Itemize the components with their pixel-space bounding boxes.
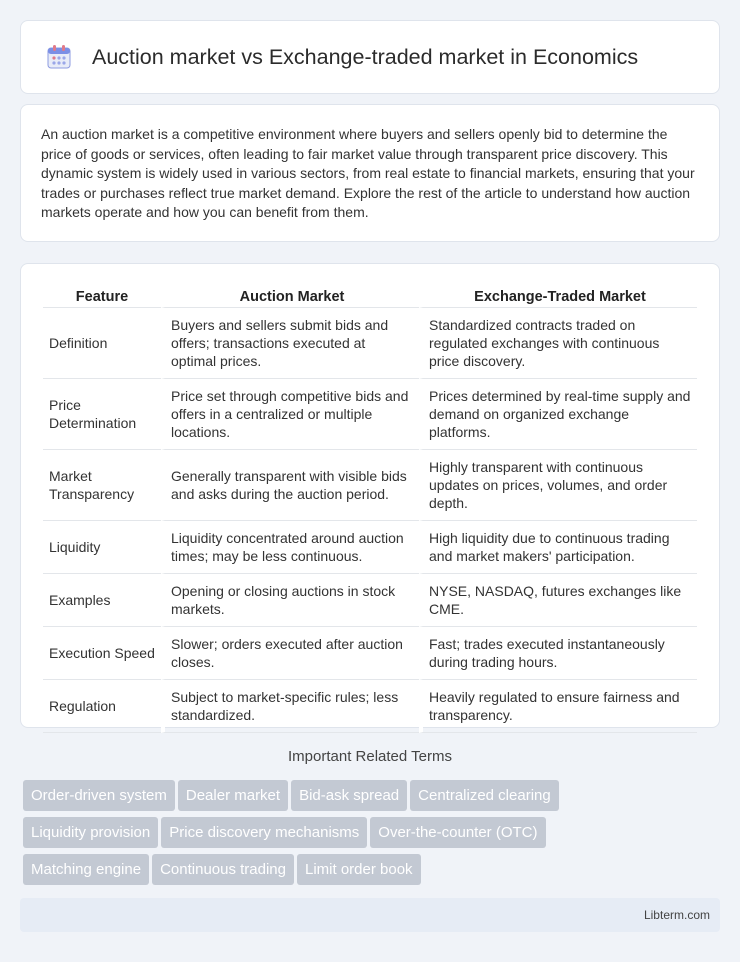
table-row (43, 450, 697, 521)
header-feature: Feature (43, 284, 161, 308)
intro-paragraph: An auction market is a competitive environment where buyers and sellers openly bid to determine the price of goods or services, often leading to fair market value through transparent price discovery. This dynamic system is widely used in various sectors, from real estate to financial markets, ensuring that your trades or purchases reflect true market demand. Explore the rest of the article to understand how auction markets operate and how you can benefit from them. (41, 126, 695, 221)
exchange-cell: NYSE, NASDAQ, futures exchanges like CME. (419, 574, 697, 627)
footer (20, 898, 720, 932)
related-term-tag[interactable]: Centralized clearing (410, 780, 559, 811)
feature-cell: Execution Speed (43, 627, 161, 680)
header-exchange-traded-market: Exchange-Traded Market (419, 284, 697, 308)
header-card (20, 20, 720, 94)
table-row (43, 521, 697, 574)
table-row (43, 680, 697, 733)
table-row (43, 574, 697, 627)
table-header-row (43, 284, 697, 308)
feature-cell: Definition (43, 308, 161, 379)
related-terms-list (23, 780, 723, 891)
auction-cell: Price set through competitive bids and offers in a centralized or multiple locations. (161, 379, 419, 450)
related-term-tag[interactable]: Continuous trading (152, 854, 294, 885)
auction-cell: Buyers and sellers submit bids and offers; transactions executed at optimal prices. (161, 308, 419, 379)
related-term-tag[interactable]: Price discovery mechanisms (161, 817, 367, 848)
related-term-tag[interactable]: Liquidity provision (23, 817, 158, 848)
feature-cell: Examples (43, 574, 161, 627)
exchange-cell: Highly transparent with continuous updates on prices, volumes, and order depth. (419, 450, 697, 521)
feature-cell: Regulation (43, 680, 161, 733)
related-term-tag[interactable]: Bid-ask spread (291, 780, 407, 811)
exchange-cell: Heavily regulated to ensure fairness and transparency. (419, 680, 697, 733)
auction-cell: Slower; orders executed after auction closes. (161, 627, 419, 680)
related-terms-title: Important Related Terms (288, 748, 452, 765)
related-term-tag[interactable]: Order-driven system (23, 780, 175, 811)
related-term-tag[interactable]: Matching engine (23, 854, 149, 885)
footer-site-link[interactable]: Libterm.com (643, 908, 710, 922)
auction-cell: Liquidity concentrated around auction times; may be less continuous. (161, 521, 419, 574)
table-row (43, 627, 697, 680)
intro-card (20, 104, 720, 242)
comparison-table-card (20, 263, 720, 728)
calendar-icon (46, 44, 72, 70)
related-term-tag[interactable]: Over-the-counter (OTC) (370, 817, 545, 848)
exchange-cell: Prices determined by real-time supply and demand on organized exchange platforms. (419, 379, 697, 450)
feature-cell: Market Transparency (43, 450, 161, 521)
auction-cell: Subject to market-specific rules; less standardized. (161, 680, 419, 733)
table-row (43, 308, 697, 379)
page-title: Auction market vs Exchange-traded market in Economics (92, 44, 639, 69)
related-term-tag[interactable]: Dealer market (178, 780, 288, 811)
exchange-cell: Fast; trades executed instantaneously during trading hours. (419, 627, 697, 680)
exchange-cell: Standardized contracts traded on regulated exchanges with continuous price discovery. (419, 308, 697, 379)
auction-cell: Generally transparent with visible bids and asks during the auction period. (161, 450, 419, 521)
related-term-tag[interactable]: Limit order book (297, 854, 421, 885)
exchange-cell: High liquidity due to continuous trading and market makers' participation. (419, 521, 697, 574)
table-row (43, 379, 697, 450)
auction-cell: Opening or closing auctions in stock markets. (161, 574, 419, 627)
feature-cell: Liquidity (43, 521, 161, 574)
feature-cell: Price Determination (43, 379, 161, 450)
comparison-table (43, 284, 697, 733)
header-auction-market: Auction Market (161, 284, 419, 308)
